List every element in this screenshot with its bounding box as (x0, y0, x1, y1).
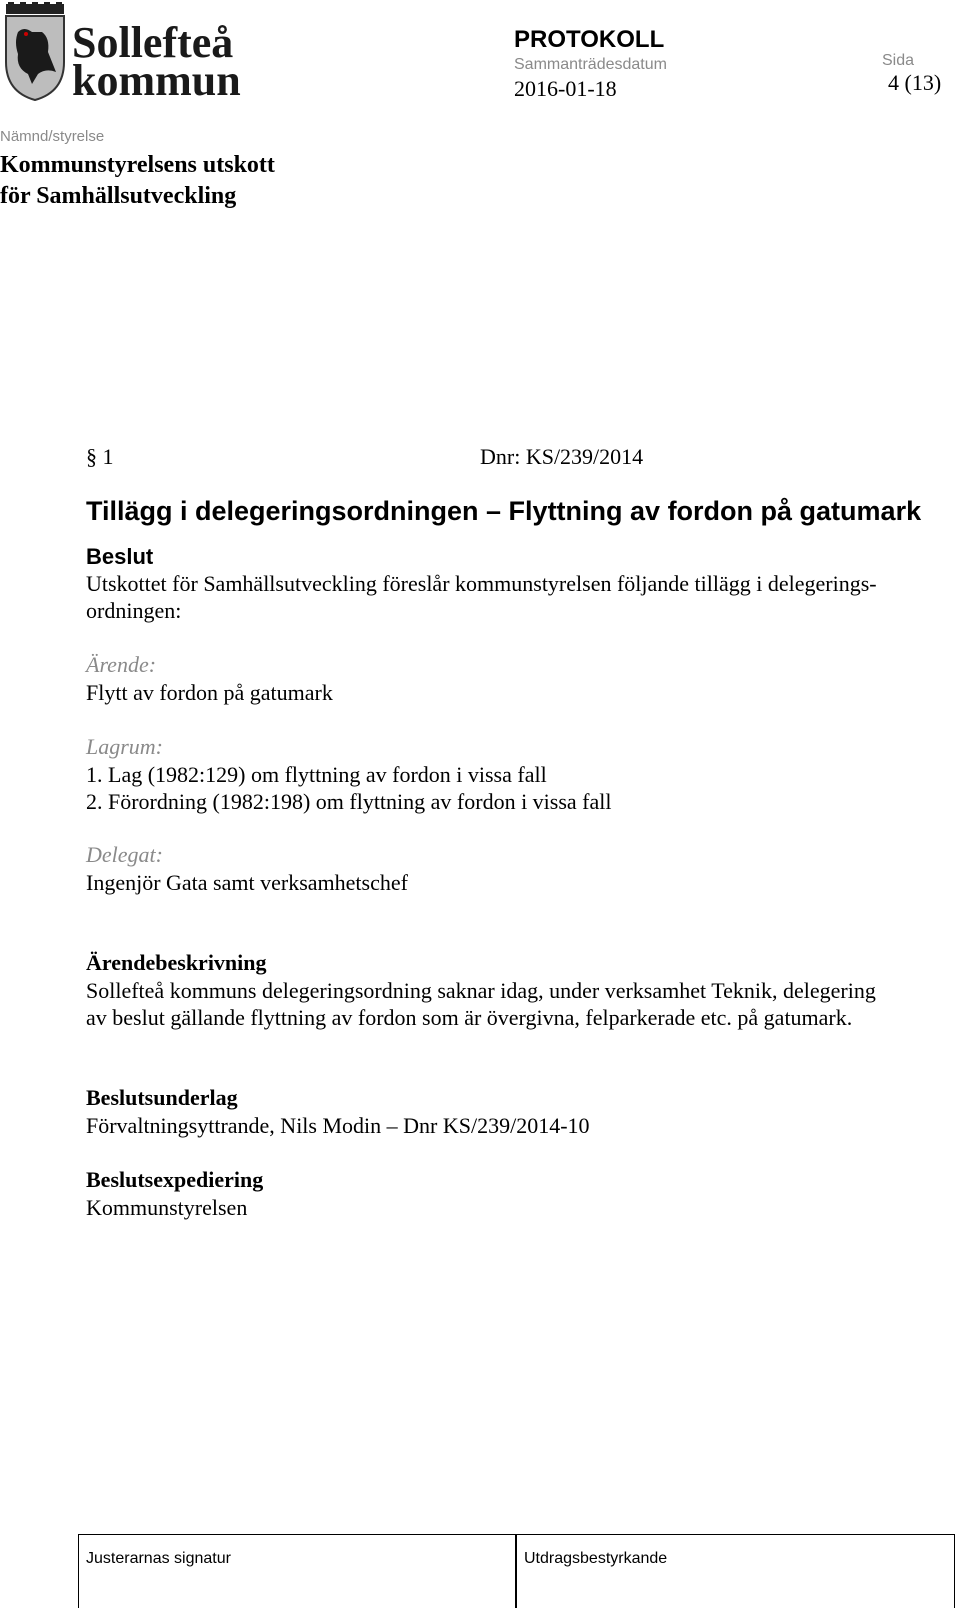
lagrum-label: Lagrum: (86, 734, 164, 759)
beslut-line-2: ordningen: (86, 598, 182, 623)
logo-line-1: Sollefteå (72, 18, 234, 67)
lagrum-item-1: 1. Lag (1982:129) om flyttning av fordon i vissa fall (86, 762, 547, 787)
delegat-value: Ingenjör Gata samt verksamhetschef (86, 870, 408, 895)
paragraph-number: § 1 (86, 444, 114, 469)
beslutsexpediering-value: Kommunstyrelsen (86, 1195, 248, 1220)
arendebeskrivning-text (86, 977, 876, 1031)
lagrum-item-2: 2. Förordning (1982:198) om flyttning av fordon i vissa fall (86, 789, 612, 814)
delegat-label: Delegat: (86, 842, 163, 867)
beslutsunderlag-value: Förvaltningsyttrande, Nils Modin – Dnr KS/239/2014-10 (86, 1113, 590, 1138)
page-label: Sida (882, 52, 915, 69)
board-name-line-1: Kommunstyrelsens utskott (0, 152, 275, 178)
beslutsexpediering-heading: Beslutsexpediering (86, 1167, 264, 1192)
diary-number: Dnr: KS/239/2014 (480, 444, 644, 469)
signature-label: Justerarnas signatur (86, 1550, 231, 1567)
arendebeskrivning-line-1: Sollefteå kommuns delegeringsordning saknar idag, under verksamhet Teknik, delegering (86, 978, 876, 1003)
arendebeskrivning-heading: Ärendebeskrivning (86, 950, 267, 975)
document-type: PROTOKOLL (514, 26, 665, 53)
signature-box (78, 1534, 955, 1608)
arende-value: Flytt av fordon på gatumark (86, 680, 333, 705)
meeting-date: 2016-01-18 (514, 76, 617, 101)
lagrum-list (86, 761, 612, 815)
beslut-line-1: Utskottet för Samhällsutveckling föreslår kommunstyrelsen följande tillägg i delegerings- (86, 571, 877, 596)
logo-line-2: kommun (72, 56, 241, 105)
logo-wordmark (72, 18, 241, 105)
beslut-heading: Beslut (86, 544, 154, 569)
meeting-date-label: Sammanträdesdatum (514, 56, 667, 73)
beslut-text (86, 570, 877, 624)
arendebeskrivning-line-2: av beslut gällande flyttning av fordon som är övergivna, felparkerade etc. på gatumark. (86, 1005, 853, 1030)
board-name-line-2: för Samhällsutveckling (0, 183, 237, 209)
beslutsunderlag-heading: Beslutsunderlag (86, 1085, 238, 1110)
page-number: 4 (13) (888, 70, 942, 95)
certification-label: Utdragsbestyrkande (524, 1550, 668, 1567)
section-title: Tillägg i delegeringsordningen – Flyttning av fordon på gatumark (86, 496, 922, 526)
board-name (0, 150, 275, 212)
arende-label: Ärende: (86, 652, 157, 677)
board-label: Nämnd/styrelse (0, 128, 105, 145)
municipality-logo (2, 2, 270, 106)
signature-box-divider (515, 1534, 517, 1608)
coat-of-arms-icon (2, 2, 68, 102)
